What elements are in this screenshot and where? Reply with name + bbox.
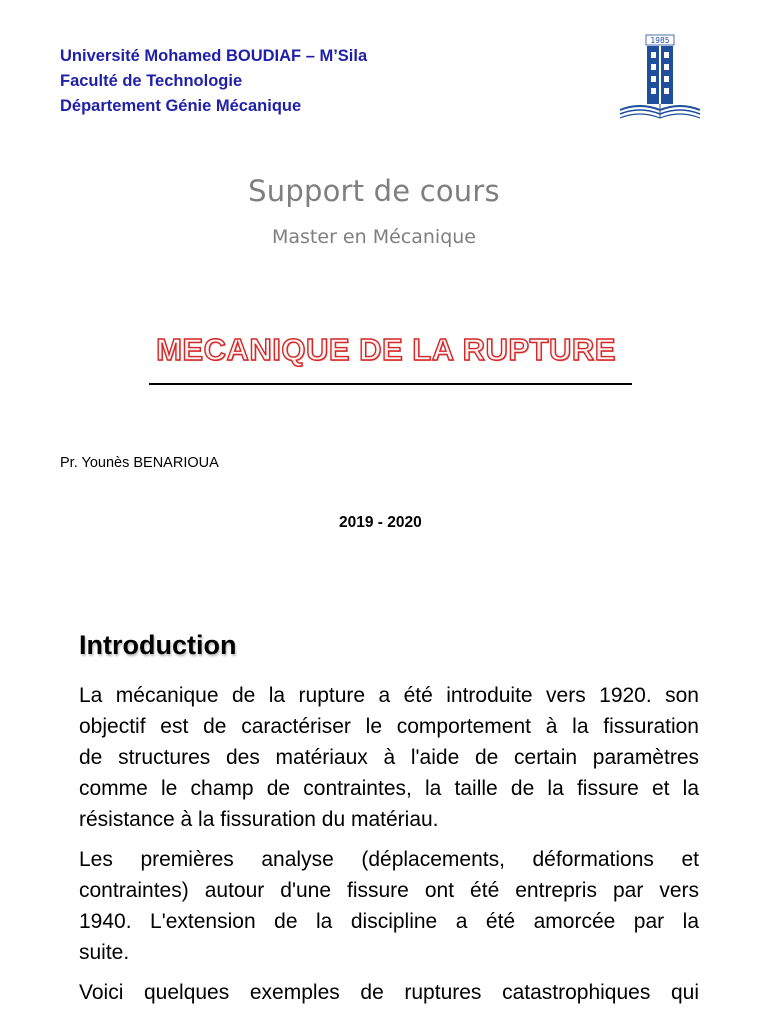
department-name: Département Génie Mécanique — [60, 97, 302, 115]
text-line: objectif est de caractériser le comportement à la fissuration — [79, 715, 699, 738]
academic-year: 2019 - 2020 — [339, 514, 422, 531]
text-line: Voici quelques exemples de ruptures catastrophiques qui — [79, 981, 699, 1004]
text-line: Les premières analyse (déplacements, déformations et — [79, 848, 699, 871]
university-logo-icon — [616, 34, 704, 124]
faculty-name: Faculté de Technologie — [60, 72, 243, 90]
section-heading: Introduction — [79, 630, 237, 660]
introduction-body — [79, 680, 699, 1017]
paragraph — [79, 977, 699, 1008]
paragraph — [79, 680, 699, 835]
text-line: résistance à la fissuration du matériau. — [79, 808, 439, 831]
text-line: suite. — [79, 941, 130, 964]
text-line: contraintes) autour d'une fissure ont été entrepris par vers — [79, 879, 699, 902]
paragraph — [79, 844, 699, 968]
university-name: Université Mohamed BOUDIAF – M’Sila — [60, 47, 368, 65]
title-underline — [149, 383, 632, 385]
author-name: Pr. Younès BENARIOUA — [60, 455, 219, 471]
institution-header — [60, 44, 367, 119]
course-level: Master en Mécanique — [272, 226, 476, 248]
text-line: La mécanique de la rupture a été introduite vers 1920. son — [79, 684, 699, 707]
text-line: comme le champ de contraintes, la taille de la fissure et la — [79, 777, 699, 800]
text-line: de structures des matériaux à l'aide de certain paramètres — [79, 746, 699, 769]
course-title: MECANIQUE DE LA RUPTURE — [156, 332, 616, 367]
logo-year: 1985 — [650, 36, 670, 45]
text-line: 1940. L'extension de la discipline a été amorcée par la — [79, 910, 699, 933]
support-title: Support de cours — [248, 174, 500, 208]
